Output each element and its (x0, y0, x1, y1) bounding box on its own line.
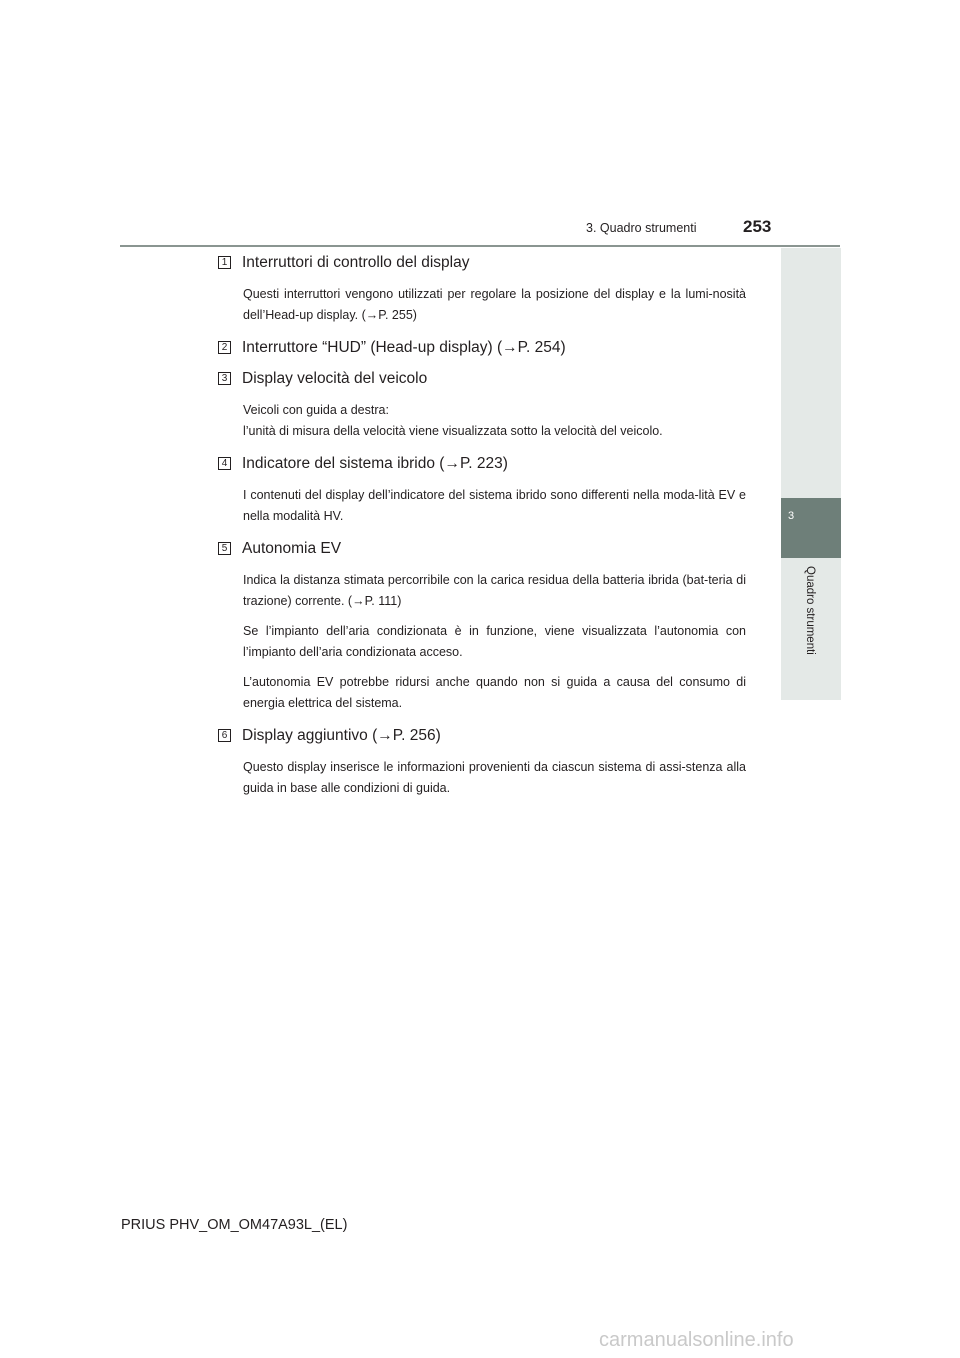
callout-heading (218, 539, 746, 561)
callout-item (218, 454, 746, 527)
callout-heading (218, 726, 746, 748)
callout-number-badge: 5 (218, 542, 231, 555)
callout-item (218, 338, 746, 360)
header-divider (120, 245, 840, 247)
callout-description: Se l’impianto dell’aria condizionata è in funzione, viene visualizzata l’autonomia con l’impianto dell’aria condizionata acceso. (243, 624, 746, 659)
callout-title: Indicatore del sistema ibrido (→P. 223) (242, 455, 508, 472)
callout-heading (218, 253, 746, 275)
callout-description: I contenuti del display dell’indicatore del sistema ibrido sono differenti nella moda-lità EV e nella modalità HV. (243, 488, 746, 523)
callout-heading (218, 338, 746, 360)
chapter-tab (781, 498, 841, 558)
callout-heading (218, 369, 746, 391)
callout-title: Interruttore “HUD” (Head-up display) (→P. 254) (242, 339, 566, 356)
callout-number-badge: 6 (218, 729, 231, 742)
page-number: 253 (743, 217, 772, 236)
callout-description: Questo display inserisce le informazioni provenienti da ciascun sistema di assi-stenza alla guida in base alle condizioni di guida. (243, 760, 746, 795)
callout-item (218, 369, 746, 442)
callout-item (218, 726, 746, 799)
callout-number-badge: 1 (218, 256, 231, 269)
callout-number-badge: 4 (218, 457, 231, 470)
watermark: carmanualsonline.info (599, 1329, 794, 1351)
callout-title: Interruttori di controllo del display (242, 254, 470, 271)
callout-description: L’autonomia EV potrebbe ridursi anche quando non si guida a causa del consumo di energia elettrica del sistema. (243, 675, 746, 710)
callout-title: Display aggiuntivo (→P. 256) (242, 727, 441, 744)
callout-description: Indica la distanza stimata percorribile con la carica residua della batteria ibrida (bat-teria di trazione) corrente. (→P. 111) (243, 573, 746, 608)
callout-description: Veicoli con guida a destra: l’unità di misura della velocità viene visualizzata sotto la velocità del veicolo. (243, 403, 663, 438)
chapter-tab-label: Quadro strumenti (804, 566, 816, 655)
callout-item (218, 539, 746, 714)
callout-title: Autonomia EV (242, 540, 342, 557)
callout-description: Questi interruttori vengono utilizzati per regolare la posizione del display e la lumi-nosità dell’Head-up display. (→P. 255) (243, 287, 746, 322)
callout-heading (218, 454, 746, 476)
callout-number-badge: 3 (218, 372, 231, 385)
callout-title: Display velocità del veicolo (242, 370, 428, 387)
item-list (218, 253, 746, 811)
callout-number-badge: 2 (218, 341, 231, 354)
document-code: PRIUS PHV_OM_OM47A93L_(EL) (121, 1217, 348, 1233)
chapter-tab-number: 3 (788, 510, 795, 522)
callout-item (218, 253, 746, 326)
running-header-section: 3. Quadro strumenti (586, 221, 697, 235)
